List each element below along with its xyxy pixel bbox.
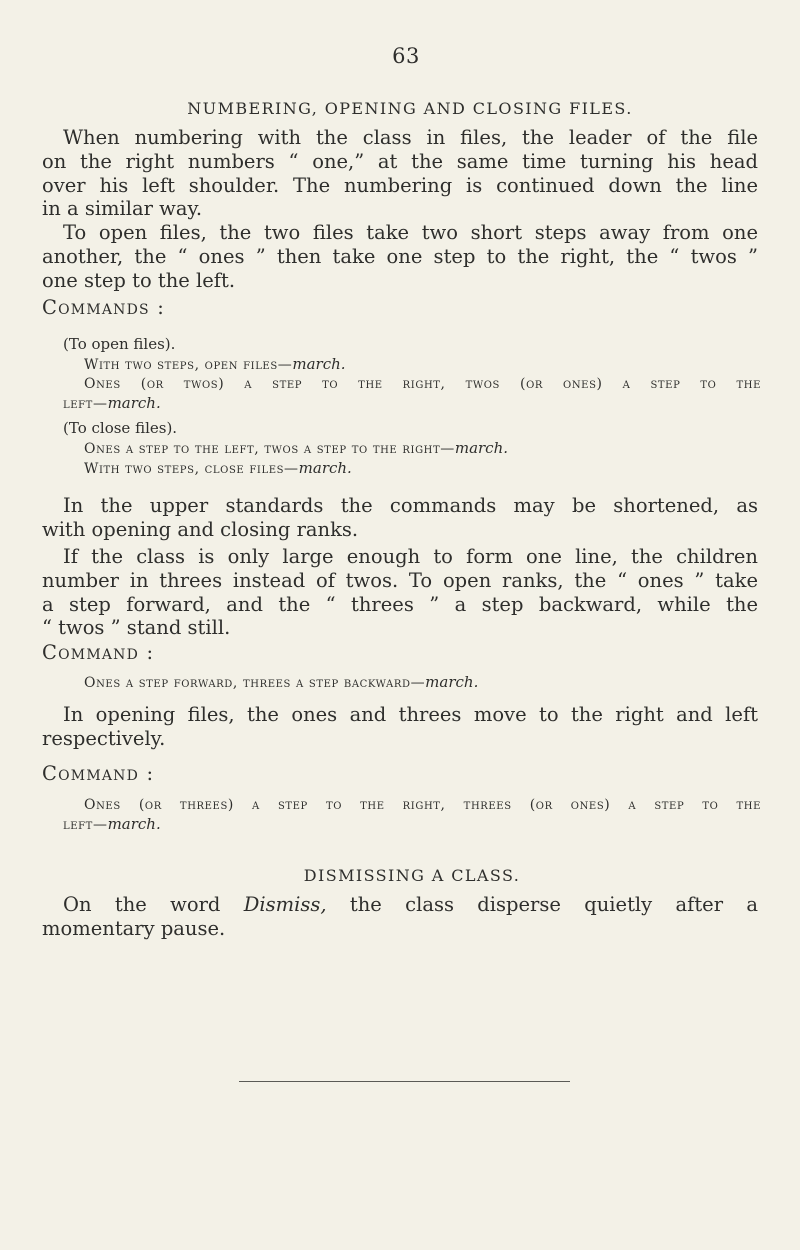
command-line: With two steps, open files—march. (84, 355, 346, 373)
text-line: If the class is only large enough to form one line, the children (63, 545, 758, 568)
section-heading-dismissing: DISMISSING A CLASS. (303, 866, 521, 885)
paragraph-opening-files-threes (42, 703, 758, 751)
text-line: in a similar way. (42, 197, 203, 221)
text-line: number in threes instead of twos. To open ranks, the “ ones ” take (42, 568, 758, 592)
page-number: 63 (392, 44, 420, 68)
end-rule (239, 1081, 570, 1082)
command-block-ranks (63, 673, 761, 693)
text-line: When numbering with the class in files, the leader of the file (63, 126, 758, 149)
commands-label: Commands : (42, 296, 166, 319)
command-line: Ones (or twos) a step to the right, twos (or ones) a step to the (84, 376, 761, 392)
command-block-threes (63, 796, 761, 835)
paragraph-open-files (42, 221, 758, 292)
paragraph-upper-standards (42, 494, 758, 542)
paragraph-numbering (42, 126, 758, 221)
command-note: (To close files). (63, 419, 178, 437)
text-line: on the right numbers “ one,” at the same time turning his head (42, 149, 758, 173)
command-label: Command : (42, 641, 155, 664)
command-note: (To open files). (63, 335, 176, 353)
text-line: In opening files, the ones and threes move to the right and left (63, 703, 758, 726)
text-line: momentary pause. (42, 916, 226, 940)
text-line: another, the “ ones ” then take one step to the right, the “ twos ” (42, 244, 758, 268)
dismiss-word: Dismiss, (243, 893, 327, 916)
command-line: Ones a step forward, threes a step backward—march. (84, 673, 479, 691)
command-line: left—march. (63, 394, 161, 412)
paragraph-threes (42, 545, 758, 640)
command-line: With two steps, close files—march. (84, 459, 352, 477)
text-line: To open files, the two files take two short steps away from one (63, 221, 758, 244)
text-line: over his left shoulder. The numbering is continued down the line (42, 173, 758, 197)
section-heading-numbering: NUMBERING, OPENING AND CLOSING FILES. (187, 99, 633, 118)
text-line: respectively. (42, 726, 166, 750)
commands-block-files (63, 335, 761, 479)
command-label: Command : (42, 762, 155, 785)
text-line: with opening and closing ranks. (42, 517, 359, 541)
text-line: “ twos ” stand still. (42, 616, 231, 640)
command-line: Ones (or threes) a step to the right, threes (or ones) a step to the (84, 797, 761, 813)
paragraph-dismiss (42, 893, 758, 941)
command-line: Ones a step to the left, twos a step to the right—march. (84, 439, 509, 457)
text-line: one step to the left. (42, 268, 236, 292)
text-line: In the upper standards the commands may be shortened, as (63, 494, 758, 517)
command-line: left—march. (63, 815, 161, 833)
text-line: a step forward, and the “ threes ” a step backward, while the (42, 592, 758, 616)
text-line: On the word Dismiss, the class disperse quietly after a (63, 893, 759, 916)
